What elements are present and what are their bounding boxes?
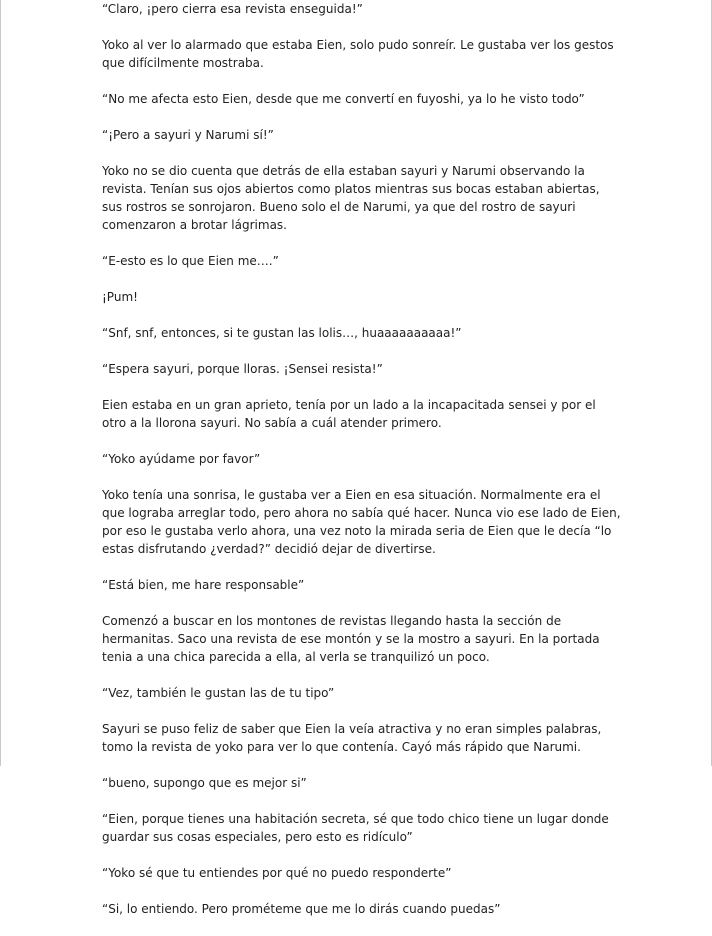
paragraph: “Eien, porque tienes una habitación secreta, sé que todo chico tiene un lugar donde guardar sus cosas especiales, pero esto es ridículo”: [102, 812, 609, 844]
paragraph: “E-esto es lo que Eien me….”: [102, 254, 279, 268]
paragraph: Sayuri se puso feliz de saber que Eien la veía atractiva y no eran simples palabras, tomo la revista de yoko para ver lo que contenía. Cayó más rápido que Narumi.: [102, 722, 602, 754]
document-body: [102, 0, 622, 936]
paragraph: “Yoko sé que tu entiendes por qué no puedo responderte”: [102, 866, 452, 880]
paragraph: Eien estaba en un gran aprieto, tenía por un lado a la incapacitada sensei y por el otro a la llorona sayuri. No sabía a cuál atender primero.: [102, 398, 596, 430]
paragraph: Comenzó a buscar en los montones de revistas llegando hasta la sección de hermanitas. Saco una revista de ese montón y se la mostro a sayuri. En la portada tenia a una chica parecida a ella, al verla se tranquilizó un poco.: [102, 614, 600, 664]
paragraph: “Si, lo entiendo. Pero prométeme que me lo dirás cuando puedas”: [102, 902, 501, 916]
paragraph: Yoko al ver lo alarmado que estaba Eien, solo pudo sonreír. Le gustaba ver los gestos que difícilmente mostraba.: [102, 38, 614, 70]
paragraph: “Snf, snf, entonces, si te gustan las lolis…, huaaaaaaaaaa!”: [102, 326, 462, 340]
paragraph: “Está bien, me hare responsable”: [102, 578, 305, 592]
paragraph: Yoko tenía una sonrisa, le gustaba ver a Eien en esa situación. Normalmente era el que lograba arreglar todo, pero ahora no sabía qué hacer. Nunca vio ese lado de Eien, por eso le gustaba verlo ahora, una vez noto la mirada seria de Eien que le decía “lo estas disfrutando ¿verdad?” decidió dejar de divertirse.: [102, 488, 621, 556]
paragraph: “Espera sayuri, porque lloras. ¡Sensei resista!”: [102, 362, 383, 376]
paragraph: “bueno, supongo que es mejor si”: [102, 776, 307, 790]
paragraph: “Vez, también le gustan las de tu tipo”: [102, 686, 335, 700]
paragraph: Yoko no se dio cuenta que detrás de ella estaban sayuri y Narumi observando la revista. Tenían sus ojos abiertos como platos mientras sus bocas estaban abiertas, sus rostros se sonrojaron. Bueno solo el de Narumi, ya que del rostro de sayuri comenzaron a brotar lágrimas.: [102, 164, 600, 232]
paragraph: “No me afecta esto Eien, desde que me convertí en fuyoshi, ya lo he visto todo”: [102, 92, 585, 106]
paragraph: “Claro, ¡pero cierra esa revista enseguida!”: [102, 2, 363, 16]
paragraph: “¡Pero a sayuri y Narumi sí!”: [102, 128, 274, 142]
paragraph: “Yoko ayúdame por favor”: [102, 452, 261, 466]
paragraph: ¡Pum!: [102, 290, 138, 304]
